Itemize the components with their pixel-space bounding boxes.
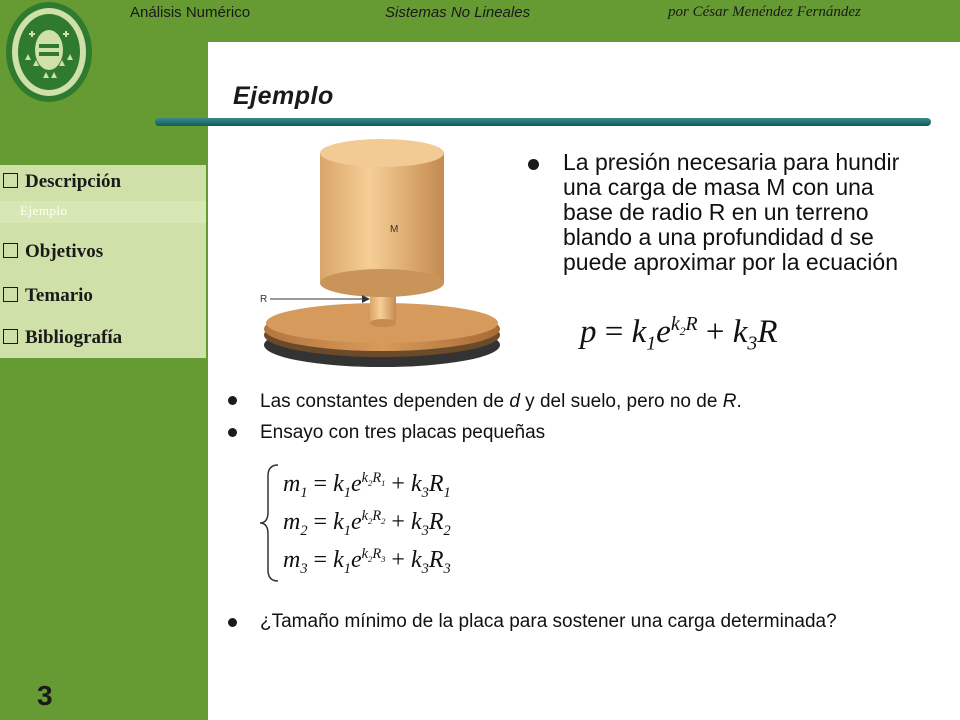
content-corner	[208, 42, 960, 82]
checkbox-icon	[3, 173, 18, 188]
equation-m3: $m_3 = k_1e^{k_2R_3} + k_3R_3$	[283, 546, 451, 577]
university-logo-icon	[3, 0, 95, 118]
bullet-test-plates: Ensayo con tres placas pequeñas	[260, 422, 546, 443]
plate-load-figure	[262, 137, 502, 369]
page-number: 3	[37, 680, 53, 711]
checkbox-icon	[3, 329, 18, 344]
nav-subitem-ejemplo[interactable]: Ejemplo	[20, 203, 68, 218]
header-author: por César Menéndez Fernández	[668, 4, 861, 20]
bullet-icon	[228, 618, 237, 627]
nav-item-descripcion[interactable]: Descripción	[3, 171, 121, 193]
checkbox-icon	[3, 243, 18, 258]
equation-m1: $m_1 = k_1e^{k_2R_1} + k_3R_1$	[283, 470, 451, 501]
mass-label: M	[390, 224, 399, 235]
bullet-pressure-description: La presión necesaria para hundir una carga de masa M con una base de radio R en un terreno blando a una profundidad d se puede aproximar por la ecuación	[563, 149, 900, 275]
header-course: Análisis Numérico	[130, 4, 251, 21]
nav-item-objetivos[interactable]: Objetivos	[3, 241, 103, 263]
radius-label: R	[260, 294, 268, 305]
pressure-equation: $p = k_1e^{k_2R} + k_3R$	[580, 313, 778, 355]
bullet-question: ¿Tamaño mínimo de la placa para sostener una carga determinada?	[260, 611, 837, 632]
bullet-icon	[228, 428, 237, 437]
nav-item-bibliografia[interactable]: Bibliografía	[3, 327, 122, 349]
system-brace-icon	[258, 462, 280, 584]
header-topic: Sistemas No Lineales	[385, 4, 531, 21]
nav-item-temario[interactable]: Temario	[3, 285, 93, 307]
checkbox-icon	[3, 287, 18, 302]
title-rule	[155, 118, 931, 126]
bullet-icon	[528, 159, 539, 170]
bullet-icon	[228, 396, 237, 405]
slide-title: Ejemplo	[233, 82, 334, 110]
equation-m2: $m_2 = k_1e^{k_2R_2} + k_3R_2$	[283, 508, 451, 539]
bullet-constants: Las constantes dependen de d y del suelo, pero no de R.	[260, 391, 742, 412]
